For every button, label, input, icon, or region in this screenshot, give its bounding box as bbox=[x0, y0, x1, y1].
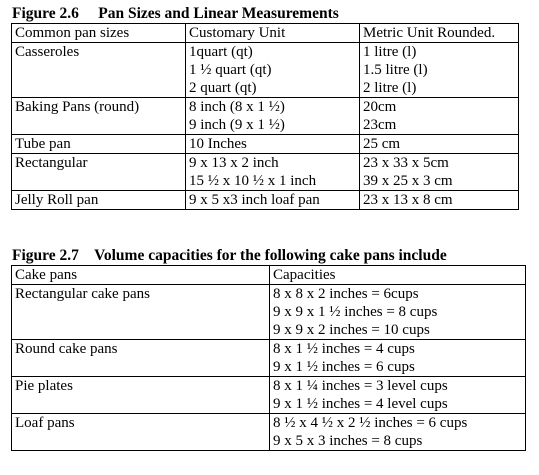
cake-pan-name-cell: Loaf pans bbox=[12, 414, 270, 451]
cake-pan-name-cell: Round cake pans bbox=[12, 340, 270, 377]
table-header-row bbox=[12, 266, 526, 285]
cake-pan-name-cell: Rectangular cake pans bbox=[12, 285, 270, 340]
capacity-cell bbox=[270, 340, 526, 377]
cell-line: 8 x 8 x 2 inches = 6cups bbox=[273, 286, 419, 302]
cell-line: 23cm bbox=[363, 117, 397, 133]
cell-line: 2 litre (l) bbox=[363, 80, 417, 96]
table-header-row bbox=[12, 24, 519, 43]
cell-line: 9 inch (9 x 1 ½) bbox=[189, 117, 285, 133]
capacity-cell bbox=[270, 377, 526, 414]
cell-line: 9 x 5 x3 inch loaf pan bbox=[189, 192, 320, 208]
cell-line: 9 x 1 ½ inches = 4 level cups bbox=[273, 396, 448, 412]
pan-name-cell: Jelly Roll pan bbox=[12, 191, 186, 210]
cake-pan-name-cell: Pie plates bbox=[12, 377, 270, 414]
cell-line: 9 x 13 x 2 inch bbox=[189, 155, 279, 171]
column-header: Capacities bbox=[270, 266, 526, 285]
metric-unit-cell bbox=[360, 43, 519, 98]
table-row bbox=[12, 340, 526, 377]
cell-line: 8 inch (8 x 1 ½) bbox=[189, 99, 285, 115]
cell-line: 39 x 25 x 3 cm bbox=[363, 173, 453, 189]
metric-unit-cell bbox=[360, 154, 519, 191]
customary-unit-cell bbox=[186, 191, 360, 210]
cell-line: 9 x 9 x 1 ½ inches = 8 cups bbox=[273, 304, 438, 320]
cell-line: 8 x 1 ½ inches = 4 cups bbox=[273, 341, 415, 357]
volume-capacities-table bbox=[11, 265, 526, 451]
customary-unit-cell bbox=[186, 135, 360, 154]
cell-line: 1 litre (l) bbox=[363, 44, 417, 60]
customary-unit-cell bbox=[186, 154, 360, 191]
table-row bbox=[12, 98, 519, 135]
cell-line: 9 x 9 x 2 inches = 10 cups bbox=[273, 322, 430, 338]
pan-sizes-table bbox=[11, 23, 519, 210]
column-header: Common pan sizes bbox=[12, 24, 186, 43]
cell-line: 1.5 litre (l) bbox=[363, 62, 428, 78]
table-row bbox=[12, 191, 519, 210]
figure-2-7-title: Figure 2.7 Volume capacities for the following cake pans include bbox=[12, 247, 447, 264]
metric-unit-cell bbox=[360, 98, 519, 135]
table-row bbox=[12, 43, 519, 98]
cell-line: 20cm bbox=[363, 99, 397, 115]
figure-2-6-title: Figure 2.6 Pan Sizes and Linear Measurements bbox=[12, 5, 339, 22]
capacity-cell bbox=[270, 414, 526, 451]
table-row bbox=[12, 285, 526, 340]
table-row bbox=[12, 135, 519, 154]
cell-line: 9 x 5 x 3 inches = 8 cups bbox=[273, 433, 423, 449]
customary-unit-cell bbox=[186, 98, 360, 135]
cell-line: 1 ½ quart (qt) bbox=[189, 62, 272, 78]
customary-unit-cell bbox=[186, 43, 360, 98]
pan-name-cell: Casseroles bbox=[12, 43, 186, 98]
cell-line: 1quart (qt) bbox=[189, 44, 253, 60]
table-row bbox=[12, 154, 519, 191]
table-row bbox=[12, 377, 526, 414]
column-header: Customary Unit bbox=[186, 24, 360, 43]
cell-line: 10 Inches bbox=[189, 136, 247, 152]
pan-name-cell: Rectangular bbox=[12, 154, 186, 191]
cell-line: 2 quart (qt) bbox=[189, 80, 257, 96]
table-row bbox=[12, 414, 526, 451]
cell-line: 8 x 1 ¼ inches = 3 level cups bbox=[273, 378, 448, 394]
cell-line: 23 x 13 x 8 cm bbox=[363, 192, 453, 208]
column-header: Cake pans bbox=[12, 266, 270, 285]
cell-line: 25 cm bbox=[363, 136, 401, 152]
cell-line: 9 x 1 ½ inches = 6 cups bbox=[273, 359, 415, 375]
cell-line: 15 ½ x 10 ½ x 1 inch bbox=[189, 173, 317, 189]
metric-unit-cell bbox=[360, 191, 519, 210]
cell-line: 8 ½ x 4 ½ x 2 ½ inches = 6 cups bbox=[273, 415, 468, 431]
pan-name-cell: Tube pan bbox=[12, 135, 186, 154]
capacity-cell bbox=[270, 285, 526, 340]
pan-name-cell: Baking Pans (round) bbox=[12, 98, 186, 135]
metric-unit-cell bbox=[360, 135, 519, 154]
cell-line: 23 x 33 x 5cm bbox=[363, 155, 449, 171]
column-header: Metric Unit Rounded. bbox=[360, 24, 519, 43]
